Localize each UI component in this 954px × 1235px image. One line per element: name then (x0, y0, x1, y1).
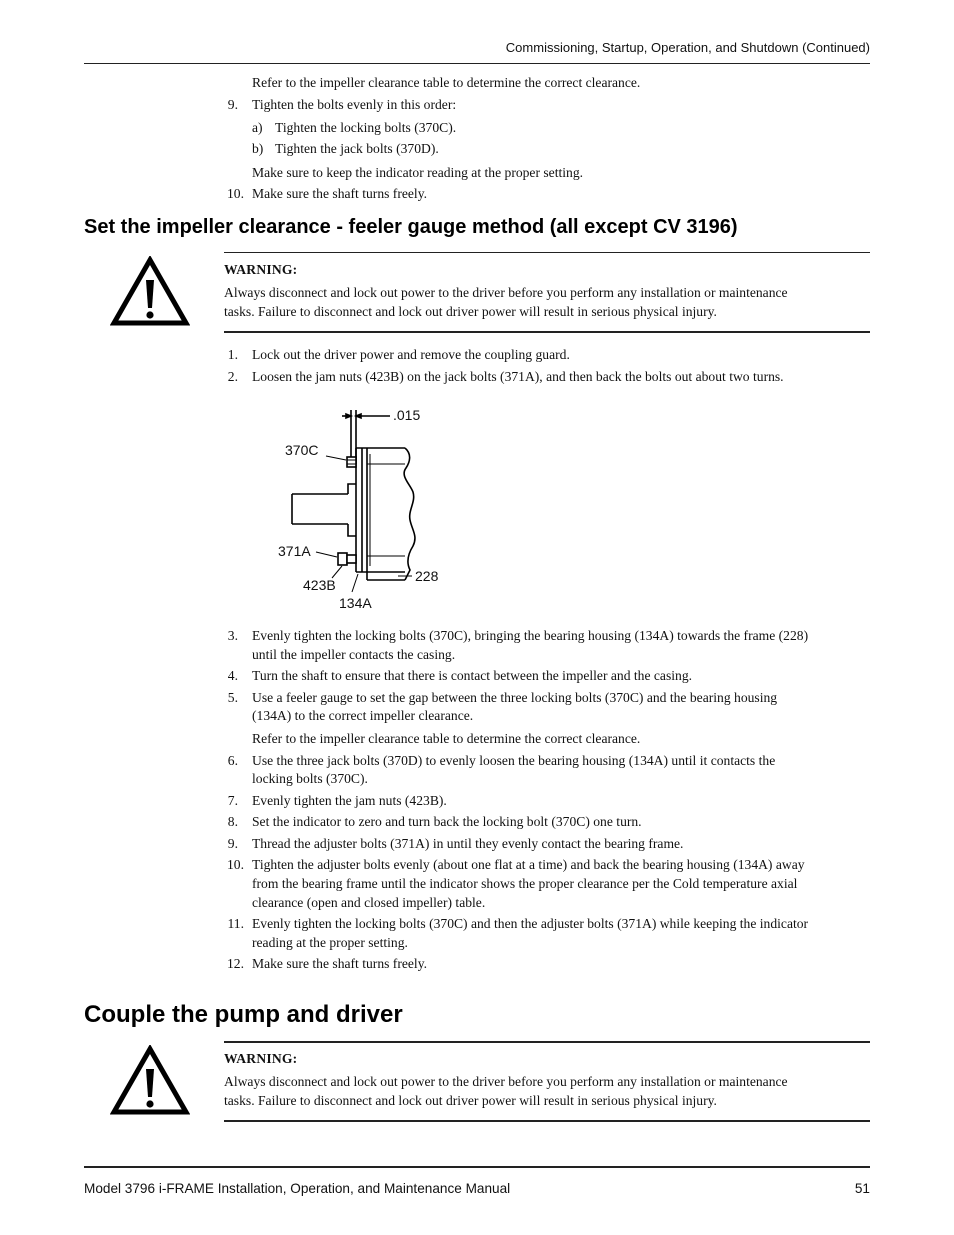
step-text: until the impeller contacts the casing. (252, 647, 456, 662)
header-rule (84, 63, 870, 64)
step-number: 3. (227, 628, 238, 643)
page-number: 51 (854, 1181, 870, 1196)
step-text: Evenly tighten the locking bolts (370C) and then the adjuster bolts (371A) while keeping the indicator (252, 916, 809, 931)
step-number: 7. (227, 793, 238, 808)
figure-label-371a: 371A (278, 543, 311, 559)
warning-top-rule (224, 1041, 870, 1043)
sub-step-label: a) (252, 120, 263, 135)
running-header: Commissioning, Startup, Operation, and Shutdown (Continued) (505, 40, 870, 55)
step-number: 2. (227, 369, 238, 384)
note-text: Make sure to keep the indicator reading at the proper setting. (252, 165, 584, 180)
step-text: Use the three jack bolts (370D) to evenly loosen the bearing housing (134A) until it contacts the (252, 753, 776, 768)
step-text: Tighten the bolts evenly in this order: (252, 97, 457, 112)
step-text: Make sure the shaft turns freely. (252, 186, 428, 201)
step-text: Evenly tighten the jam nuts (423B). (252, 793, 447, 808)
step-text: (134A) to the correct impeller clearance. (252, 708, 474, 723)
footer-rule (84, 1166, 870, 1168)
step-text: Make sure the shaft turns freely. (252, 956, 428, 971)
step-number: 9. (227, 836, 238, 851)
step-text: from the bearing frame until the indicator shows the proper clearance per the Cold temperature axial (252, 876, 798, 891)
warning-bottom-rule (224, 1120, 870, 1122)
warning-triangle-icon (110, 256, 190, 326)
warning-text-line: tasks. Failure to disconnect and lock out driver power will result in serious physical injury. (224, 1093, 717, 1108)
figure-label-134a: 134A (339, 595, 372, 611)
step-text: Tighten the adjuster bolts evenly (about one flat at a time) and back the bearing housing (134A) away (252, 857, 805, 872)
step-text: Lock out the driver power and remove the coupling guard. (252, 347, 570, 362)
step-number: 8. (227, 814, 238, 829)
step-number: 6. (227, 753, 238, 768)
warning-text-line: Always disconnect and lock out power to the driver before you perform any installation or maintenance (224, 285, 788, 300)
step-number: 1. (227, 347, 238, 362)
step-number: 12. (227, 956, 244, 971)
step-text: reading at the proper setting. (252, 935, 408, 950)
sub-step-text: Tighten the jack bolts (370D). (275, 141, 439, 156)
step-number: 10. (227, 857, 244, 872)
section-heading-couple-pump: Couple the pump and driver (84, 1001, 403, 1028)
step-text: clearance (open and closed impeller) table. (252, 895, 486, 910)
step-text: locking bolts (370C). (252, 771, 368, 786)
bearing-housing-figure (270, 402, 460, 617)
warning-title: WARNING: (224, 1051, 298, 1066)
step-number: 4. (227, 668, 238, 683)
sub-step-label: b) (252, 141, 264, 156)
figure-label-gap: .015 (393, 407, 421, 423)
step-number: 11. (227, 916, 244, 931)
step-text: Loosen the jam nuts (423B) on the jack bolts (371A), and then back the bolts out about two turns. (252, 369, 784, 384)
warning-bottom-rule (224, 331, 870, 333)
note-text: Refer to the impeller clearance table to determine the correct clearance. (252, 731, 641, 746)
step-text: Use a feeler gauge to set the gap between the three locking bolts (370C) and the bearing housing (252, 690, 778, 705)
step-number: 5. (227, 690, 238, 705)
figure-label-423b: 423B (303, 577, 336, 593)
warning-title: WARNING: (224, 262, 298, 277)
section-heading-feeler-gauge: Set the impeller clearance - feeler gauge method (all except CV 3196) (84, 216, 738, 238)
warning-text-line: Always disconnect and lock out power to the driver before you perform any installation or maintenance (224, 1074, 788, 1089)
step-text: Turn the shaft to ensure that there is contact between the impeller and the casing. (252, 668, 693, 683)
bearing-housing-drawing (270, 402, 460, 617)
warning-triangle-icon (110, 1045, 190, 1115)
figure-label-228: 228 (415, 568, 439, 584)
step-number: 10. (227, 186, 244, 201)
step-number: 9. (227, 97, 238, 112)
step-text: Set the indicator to zero and turn back the locking bolt (370C) one turn. (252, 814, 642, 829)
intro-text: Refer to the impeller clearance table to determine the correct clearance. (252, 75, 641, 90)
step-text: Evenly tighten the locking bolts (370C), bringing the bearing housing (134A) towards the frame (228) (252, 628, 809, 643)
figure-label-370c: 370C (285, 442, 319, 458)
warning-text-line: tasks. Failure to disconnect and lock out driver power will result in serious physical injury. (224, 304, 717, 319)
warning-top-rule (224, 252, 870, 253)
footer-manual-title: Model 3796 i-FRAME Installation, Operation, and Maintenance Manual (84, 1181, 511, 1196)
step-text: Thread the adjuster bolts (371A) in until they evenly contact the bearing frame. (252, 836, 684, 851)
sub-step-text: Tighten the locking bolts (370C). (275, 120, 457, 135)
